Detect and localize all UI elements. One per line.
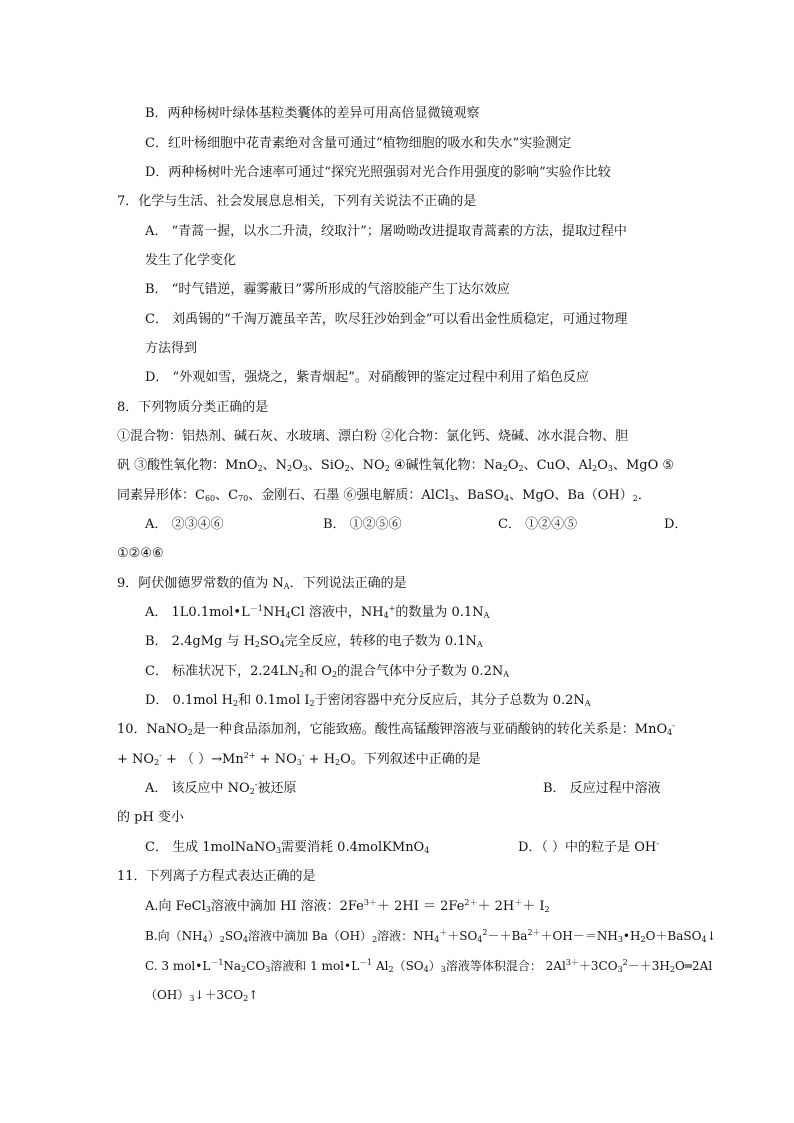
q10-stem-line1: 10．NaNO$_2$是一种食品添加剂，它能致癌。酸性高锰酸钾溶液与亚硝酸钠的转化关系是：MnO$_4$-: [117, 721, 675, 737]
q11-option-b: B.向$(NH_4)_2SO_4$溶液中滴加 $Ba(OH)_2$溶液：$NH_4^++SO_4^2-+Ba^{2+}+OH-=NH_3•H_2O+BaSO_4↓$: [145, 928, 717, 944]
q8-stem: 8．下列物质分类正确的是: [117, 400, 269, 415]
q7-option-a-line1: A． “青蒿一握，以水二升渍，绞取汁”；屠呦呦改进提取青蒿素的方法，提取过程中: [145, 224, 627, 239]
q7-option-d: D． “外观如雪，强烧之，紫青烟起”。对硝酸钾的鉴定过程中利用了焰色反应: [145, 370, 589, 385]
q7-option-c-line2: 方法得到: [145, 341, 198, 356]
q8-line1: ①混合物：铝热剂、碱石灰、水玻璃、漂白粉 ②化合物：氯化钙、烧碱、冰水混合物、胆: [117, 429, 629, 444]
q10-stem-line2: + $NO_2^-$ + （ ）$\to Mn^{2+} + NO_3^- + H_2O$。下列叙述中正确的是: [117, 751, 481, 767]
q9-option-a: A． $1L0.1mol•L^{-1}NH_4Cl$ 溶液中，$NH_4^+$的数量为 $0.1N_A$: [145, 604, 490, 620]
q11-option-a: A.向 FeCl$_3$溶液中滴加 HI 溶液：$2Fe^{3+}+ 2HI = 2Fe^{2+}+ 2H^++ I_2$: [145, 898, 550, 914]
q11-option-c-line2: $(OH)_3↓+3CO_2↑$: [145, 988, 259, 1003]
q10-option-c: C． 生成 1molNaNO$_3$需要消耗 0.4molKMnO$_4$: [145, 840, 430, 855]
q8-line2: 矾 ③酸性氧化物：MnO$_2$、$N_2O_3$、SiO$_2$、$NO_2$ ④碱性氧化物：$Na_2O_2$、CuO、$Al_2O_3$、MgO ⑤: [117, 458, 675, 473]
q8-option-d: D．: [664, 517, 688, 532]
q6-option-c: C．红叶杨细胞中花青素绝对含量可通过“植物细胞的吸水和失水”实验测定: [145, 136, 572, 151]
q9-option-b: B． 2.4gMg 与 $H_2SO_4$完全反应，转移的电子数为 $0.1N_A$: [145, 634, 483, 649]
q8-option-b: B． ①②⑤⑥: [323, 517, 402, 532]
q8-option-a: A． ②③④⑥: [145, 517, 224, 532]
q9-stem: 9．阿伏伽德罗常数的值为 $N_A$．下列说法正确的是: [117, 576, 407, 591]
q7-option-a-line2: 发生了化学变化: [145, 253, 237, 268]
q6-option-d: D．两种杨树叶光合速率可通过“探究光照强弱对光合作用强度的影响”实验作比较: [145, 165, 611, 180]
q10-option-a: A． 该反应中 $NO_2^-$被还原: [145, 780, 297, 796]
q8-option-d-value: ①②④⑥: [117, 546, 164, 561]
q8-option-c: C． ①②④⑤: [498, 517, 578, 532]
q10-option-b: B． 反应过程中溶液: [543, 781, 661, 796]
q6-option-b: B．两种杨树叶绿体基粒类囊体的差异可用高倍显微镜观察: [145, 106, 480, 121]
q7-stem: 7．化学与生活、社会发展息息相关，下列有关说法不正确的是: [117, 194, 477, 209]
q8-line3: 同素异形体：$C_{60}$、$C_{70}$、金刚石、石墨 ⑥强电解质：AlCl$_3$、BaSO$_4$、MgO、$Ba(OH)_2$．: [117, 488, 651, 503]
q11-option-c-line1: C. 3 $mol•L^{-1}Na_2CO_3$溶液和 1 $mol•L^{-1}$ $Al_2(SO_4)_3$溶液等体积混合： $2Al^{3+}+3CO_3^2-+3H_2O═2Al$: [145, 958, 713, 974]
q10-option-d: D．（ ）中的粒子是 OH-: [518, 839, 659, 855]
q9-option-d: D． 0.1mol $H_2$和 0.1mol $I_2$于密闭容器中充分反应后，其分子总数为 $0.2N_A$: [145, 693, 591, 708]
q9-option-c: C． 标准状况下，$2.24LN_2$和 $O_2$的混合气体中分子数为 $0.2N_A$: [145, 664, 509, 679]
q7-option-c-line1: C． 刘禹锡的“千淘万漉虽辛苦，吹尽狂沙始到金”可以看出金性质稳定，可通过物理: [145, 312, 628, 327]
q7-option-b: B． “时气错逆，霾雾蔽日”雾所形成的气溶胶能产生丁达尔效应: [145, 282, 510, 297]
q11-stem: 11．下列离子方程式表达正确的是: [117, 869, 316, 884]
q10-option-b-cont: 的 pH 变小: [117, 810, 184, 825]
